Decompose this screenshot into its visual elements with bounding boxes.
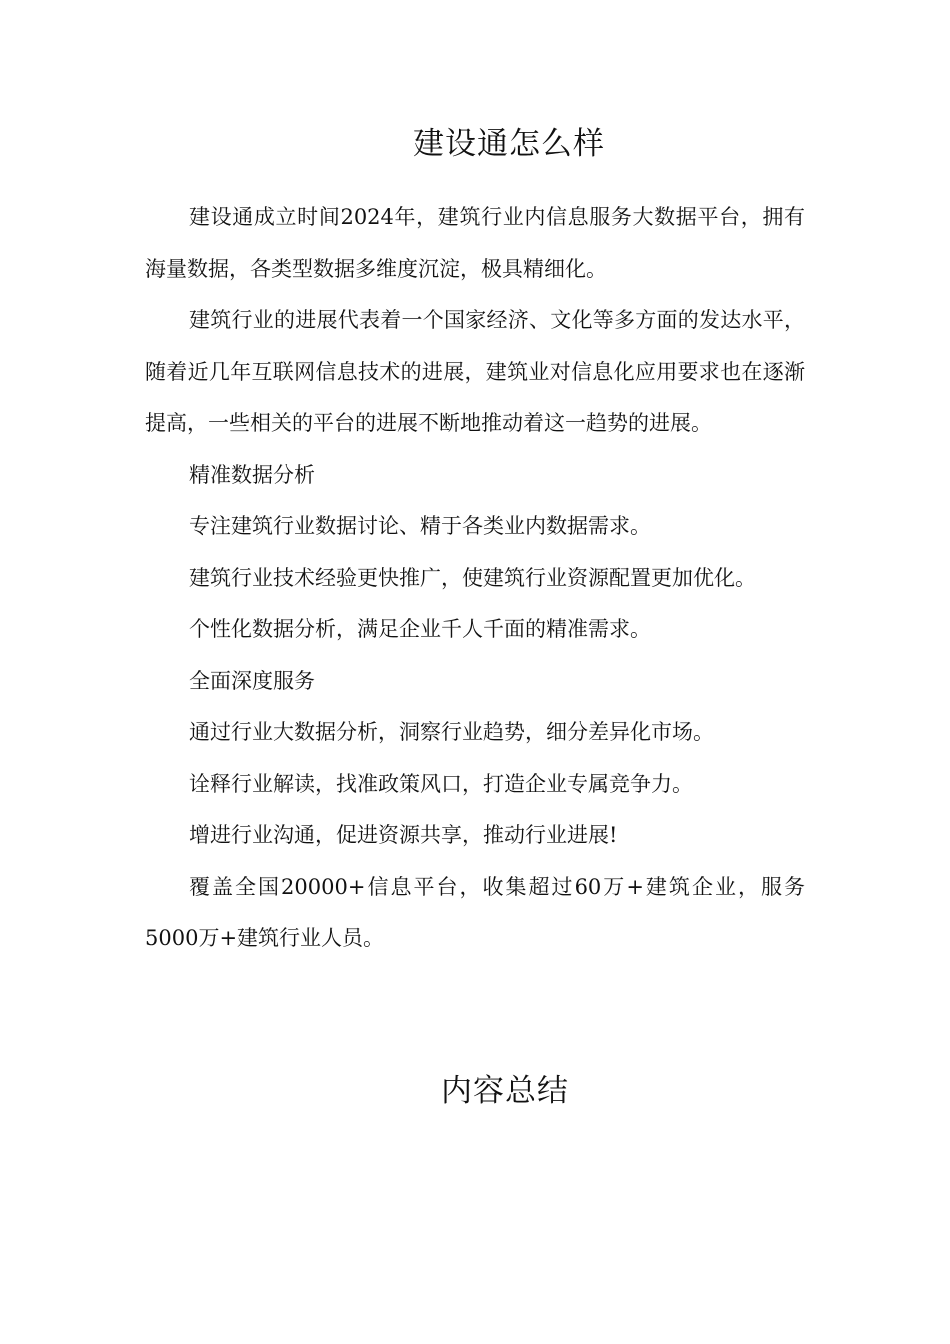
paragraph-promotion: 建筑行业技术经验更快推广，使建筑行业资源配置更加优化。 xyxy=(189,565,756,590)
section-heading-full-service: 全面深度服务 xyxy=(189,668,315,693)
paragraph-communication: 增进行业沟通，促进资源共享，推动行业进展! xyxy=(189,823,618,847)
document-body xyxy=(145,192,805,965)
summary-title: 内容总结 xyxy=(441,1073,569,1109)
document-title: 建设通怎么样 xyxy=(413,126,605,162)
paragraph-policy: 诠释行业解读，找准政策风口，打造企业专属竞争力。 xyxy=(189,771,693,796)
paragraph-personalized: 个性化数据分析，满足企业千人千面的精准需求。 xyxy=(189,617,651,641)
paragraph-intro: 建设通成立时间2024年，建筑行业内信息服务大数据平台，拥有海量数据，各类型数据多维度沉淀，极具精细化。 xyxy=(145,205,805,281)
paragraph-industry: 建筑行业的进展代表着一个国家经济、文化等多方面的发达水平，随着近几年互联网信息技术的进展，建筑业对信息化应用要求也在逐渐提高，一些相关的平台的进展不断地推动着这一趋势的进展。 xyxy=(145,308,805,435)
paragraph-coverage: 覆盖全国20000+信息平台，收集超过60万+建筑企业，服务5000万+建筑行业人员。 xyxy=(145,874,805,950)
section-heading-precise-analysis: 精准数据分析 xyxy=(189,462,315,487)
paragraph-trends: 通过行业大数据分析，洞察行业趋势，细分差异化市场。 xyxy=(189,720,714,744)
paragraph-focus: 专注建筑行业数据讨论、精于各类业内数据需求。 xyxy=(189,514,651,538)
